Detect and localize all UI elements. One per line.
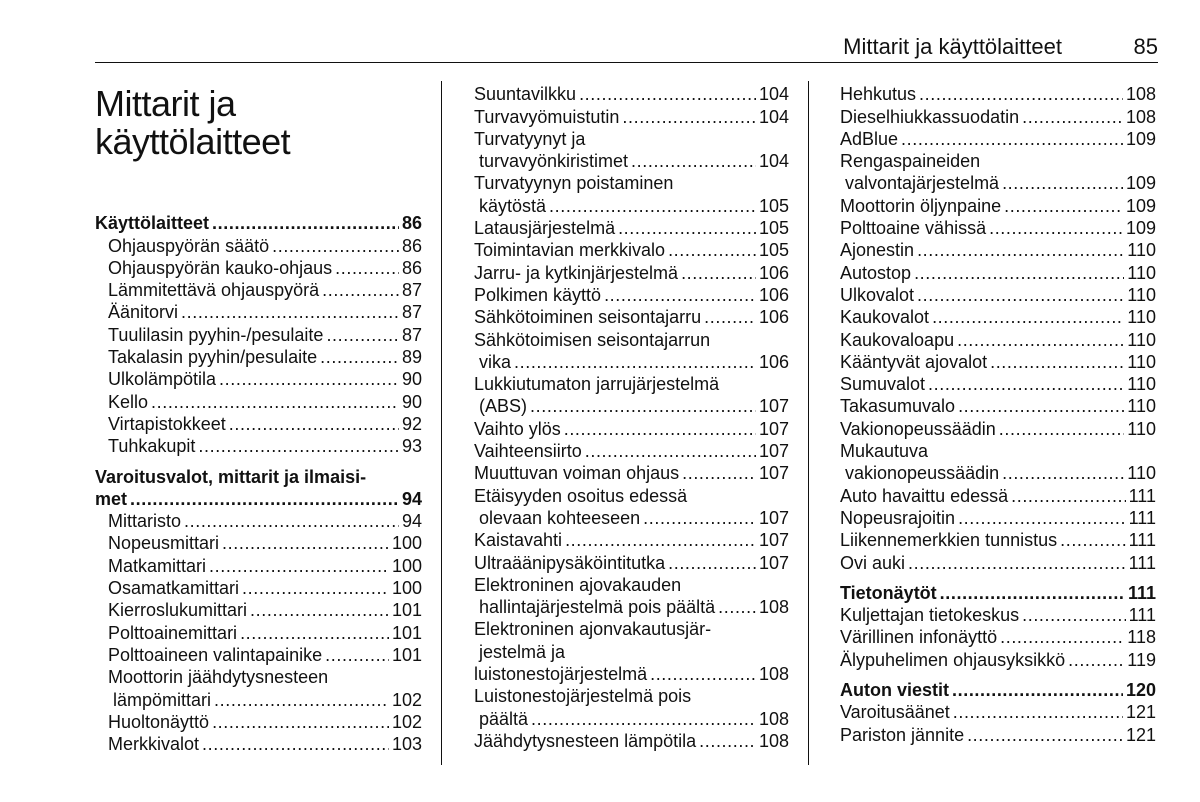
toc-entry[interactable]: Matkamittari . . . 100	[95, 554, 422, 576]
toc-entry[interactable]: Vakionopeussäädin . . . 110	[840, 417, 1156, 439]
toc-entry-line[interactable]: Moottorin jäähdytysnesteen	[108, 667, 329, 688]
toc-entry[interactable]: Toimintavian merkkivalo . . . 105	[474, 239, 789, 261]
toc-entry[interactable]: Kääntyvät ajovalot . . . 110	[840, 351, 1156, 373]
toc-entry-line[interactable]: Elektroninen ajovakauden	[474, 574, 682, 595]
toc-column-3	[840, 83, 1156, 746]
toc-entry[interactable]: päältä . . . 108	[474, 707, 789, 729]
toc-entry[interactable]: Kaistavahti . . . 107	[474, 529, 789, 551]
toc-entry[interactable]: Mittaristo . . . 94	[95, 510, 422, 532]
toc-entry[interactable]: Merkkivalot . . . 103	[95, 733, 422, 755]
running-header-title: Mittarit ja käyttölaitteet	[843, 34, 1062, 59]
toc-section-entry[interactable]: Auton viestit . . . 120	[840, 679, 1156, 701]
header-rule	[95, 62, 1158, 63]
toc-entry[interactable]: Pariston jännite . . . 121	[840, 723, 1156, 745]
toc-entry[interactable]: käytöstä . . . 105	[474, 194, 789, 216]
toc-entry-line[interactable]: Elektroninen ajonvakautusjär-	[474, 619, 712, 640]
toc-entry[interactable]: Liikennemerkkien tunnistus . . . 111	[840, 529, 1156, 551]
toc-entry[interactable]: Kaukovalot . . . 110	[840, 306, 1156, 328]
toc-entry[interactable]: Ohjauspyörän säätö . . . 86	[95, 234, 422, 256]
toc-entry[interactable]: valvontajärjestelmä . . . 109	[840, 172, 1156, 194]
toc-entry-line[interactable]: jestelmä ja	[479, 641, 566, 662]
toc-entry[interactable]: vika . . . 106	[474, 351, 789, 373]
toc-entry[interactable]: Polttoaineen valintapainike . . . 101	[95, 644, 422, 666]
toc-entry-line[interactable]: Turvatyynyn poistaminen	[474, 173, 674, 194]
toc-entry[interactable]: vakionopeussäädin . . . 110	[840, 462, 1156, 484]
chapter-title: Mittarit ja käyttölaitteet	[95, 83, 291, 162]
toc-entry[interactable]: Lämmitettävä ohjauspyörä . . . 87	[95, 279, 422, 301]
toc-entry-line[interactable]: Rengaspaineiden	[840, 151, 981, 172]
toc-column-2	[474, 83, 789, 752]
toc-entry[interactable]: Polkimen käyttö . . . 106	[474, 284, 789, 306]
toc-entry[interactable]: Ulkovalot . . . 110	[840, 284, 1156, 306]
toc-entry[interactable]: Sumuvalot . . . 110	[840, 373, 1156, 395]
toc-entry[interactable]: Ohjauspyörän kauko-ohjaus . . . 86	[95, 257, 422, 279]
toc-entry[interactable]: Muuttuvan voiman ohjaus . . . 107	[474, 462, 789, 484]
toc-entry[interactable]: Äänitorvi . . . 87	[95, 301, 422, 323]
toc-entry[interactable]: Nopeusmittari . . . 100	[95, 532, 422, 554]
toc-entry-line[interactable]: Luistonestojärjestelmä pois	[474, 686, 692, 707]
toc-entry[interactable]: Sähkötoiminen seisontajarru . . . 106	[474, 306, 789, 328]
toc-entry[interactable]: luistonestojärjestelmä . . . 108	[474, 663, 789, 685]
toc-entry[interactable]: Hehkutus . . . 108	[840, 83, 1156, 105]
toc-entry[interactable]: Tuhkakupit . . . 93	[95, 435, 422, 457]
toc-entry[interactable]: Takalasin pyyhin/pesulaite . . . 89	[95, 346, 422, 368]
toc-entry[interactable]: Autostop . . . 110	[840, 261, 1156, 283]
toc-entry[interactable]: Kuljettajan tietokeskus . . . 111	[840, 604, 1156, 626]
toc-entry[interactable]: Virtapistokkeet . . . 92	[95, 413, 422, 435]
page-number: 85	[1133, 34, 1158, 59]
toc-entry-line[interactable]: Etäisyyden osoitus edessä	[474, 485, 688, 506]
toc-entry[interactable]: Varoitusäänet . . . 121	[840, 701, 1156, 723]
toc-entry-line[interactable]: Mukautuva	[840, 441, 929, 462]
toc-entry[interactable]: Älypuhelimen ohjausyksikkö . . . 119	[840, 648, 1156, 670]
toc-entry[interactable]: Suuntavilkku . . . 104	[474, 83, 789, 105]
toc-entry[interactable]: Polttoaine vähissä . . . 109	[840, 217, 1156, 239]
toc-entry[interactable]: Kierroslukumittari . . . 101	[95, 599, 422, 621]
toc-entry[interactable]: Nopeusrajoitin . . . 111	[840, 507, 1156, 529]
column-divider	[808, 81, 809, 765]
toc-entry[interactable]: hallintajärjestelmä pois päältä . . . 108	[474, 596, 789, 618]
toc-entry[interactable]: Tuulilasin pyyhin-/pesulaite . . . 87	[95, 323, 422, 345]
toc-entry[interactable]: Moottorin öljynpaine . . . 109	[840, 194, 1156, 216]
toc-entry[interactable]: (ABS) . . . 107	[474, 395, 789, 417]
toc-section-entry-line[interactable]: Varoitusvalot, mittarit ja ilmaisi-	[95, 466, 367, 487]
toc-entry[interactable]: Värillinen infonäyttö . . . 118	[840, 626, 1156, 648]
toc-entry[interactable]: Latausjärjestelmä . . . 105	[474, 217, 789, 239]
toc-section-entry[interactable]: met . . . 94	[95, 488, 422, 510]
toc-section-entry[interactable]: Tietonäytöt . . . 111	[840, 582, 1156, 604]
toc-entry-line[interactable]: Sähkötoimisen seisontajarrun	[474, 329, 711, 350]
toc-entry[interactable]: Vaihteensiirto . . . 107	[474, 440, 789, 462]
toc-entry[interactable]: Kaukovaloapu . . . 110	[840, 328, 1156, 350]
toc-entry[interactable]: Polttoainemittari . . . 101	[95, 621, 422, 643]
toc-entry[interactable]: turvavyönkiristimet . . . 104	[474, 150, 789, 172]
toc-entry[interactable]: lämpömittari . . . 102	[95, 688, 422, 710]
toc-entry[interactable]: Ultraäänipysäköintitutka . . . 107	[474, 551, 789, 573]
toc-entry[interactable]: Ovi auki . . . 111	[840, 551, 1156, 573]
column-divider	[441, 81, 442, 765]
toc-entry[interactable]: Turvavyömuistutin . . . 104	[474, 105, 789, 127]
toc-column-1	[95, 212, 422, 755]
toc-entry[interactable]: Ulkolämpötila . . . 90	[95, 368, 422, 390]
toc-entry[interactable]: Auto havaittu edessä . . . 111	[840, 484, 1156, 506]
toc-entry[interactable]: AdBlue . . . 109	[840, 128, 1156, 150]
toc-entry[interactable]: Ajonestin . . . 110	[840, 239, 1156, 261]
toc-entry[interactable]: Vaihto ylös . . . 107	[474, 417, 789, 439]
toc-entry[interactable]: Dieselhiukkassuodatin . . . 108	[840, 105, 1156, 127]
toc-entry[interactable]: Takasumuvalo . . . 110	[840, 395, 1156, 417]
toc-entry-line[interactable]: Lukkiutumaton jarrujärjestelmä	[474, 374, 720, 395]
toc-entry[interactable]: olevaan kohteeseen . . . 107	[474, 507, 789, 529]
toc-entry[interactable]: Huoltonäyttö . . . 102	[95, 711, 422, 733]
toc-entry[interactable]: Jarru- ja kytkinjärjestelmä . . . 106	[474, 261, 789, 283]
toc-entry[interactable]: Osamatkamittari . . . 100	[95, 577, 422, 599]
toc-entry-line[interactable]: Turvatyynyt ja	[474, 128, 586, 149]
toc-section-entry[interactable]: Käyttölaitteet . . . 86	[95, 212, 422, 234]
toc-entry[interactable]: Jäähdytysnesteen lämpötila . . . 108	[474, 730, 789, 752]
toc-entry[interactable]: Kello . . . 90	[95, 390, 422, 412]
